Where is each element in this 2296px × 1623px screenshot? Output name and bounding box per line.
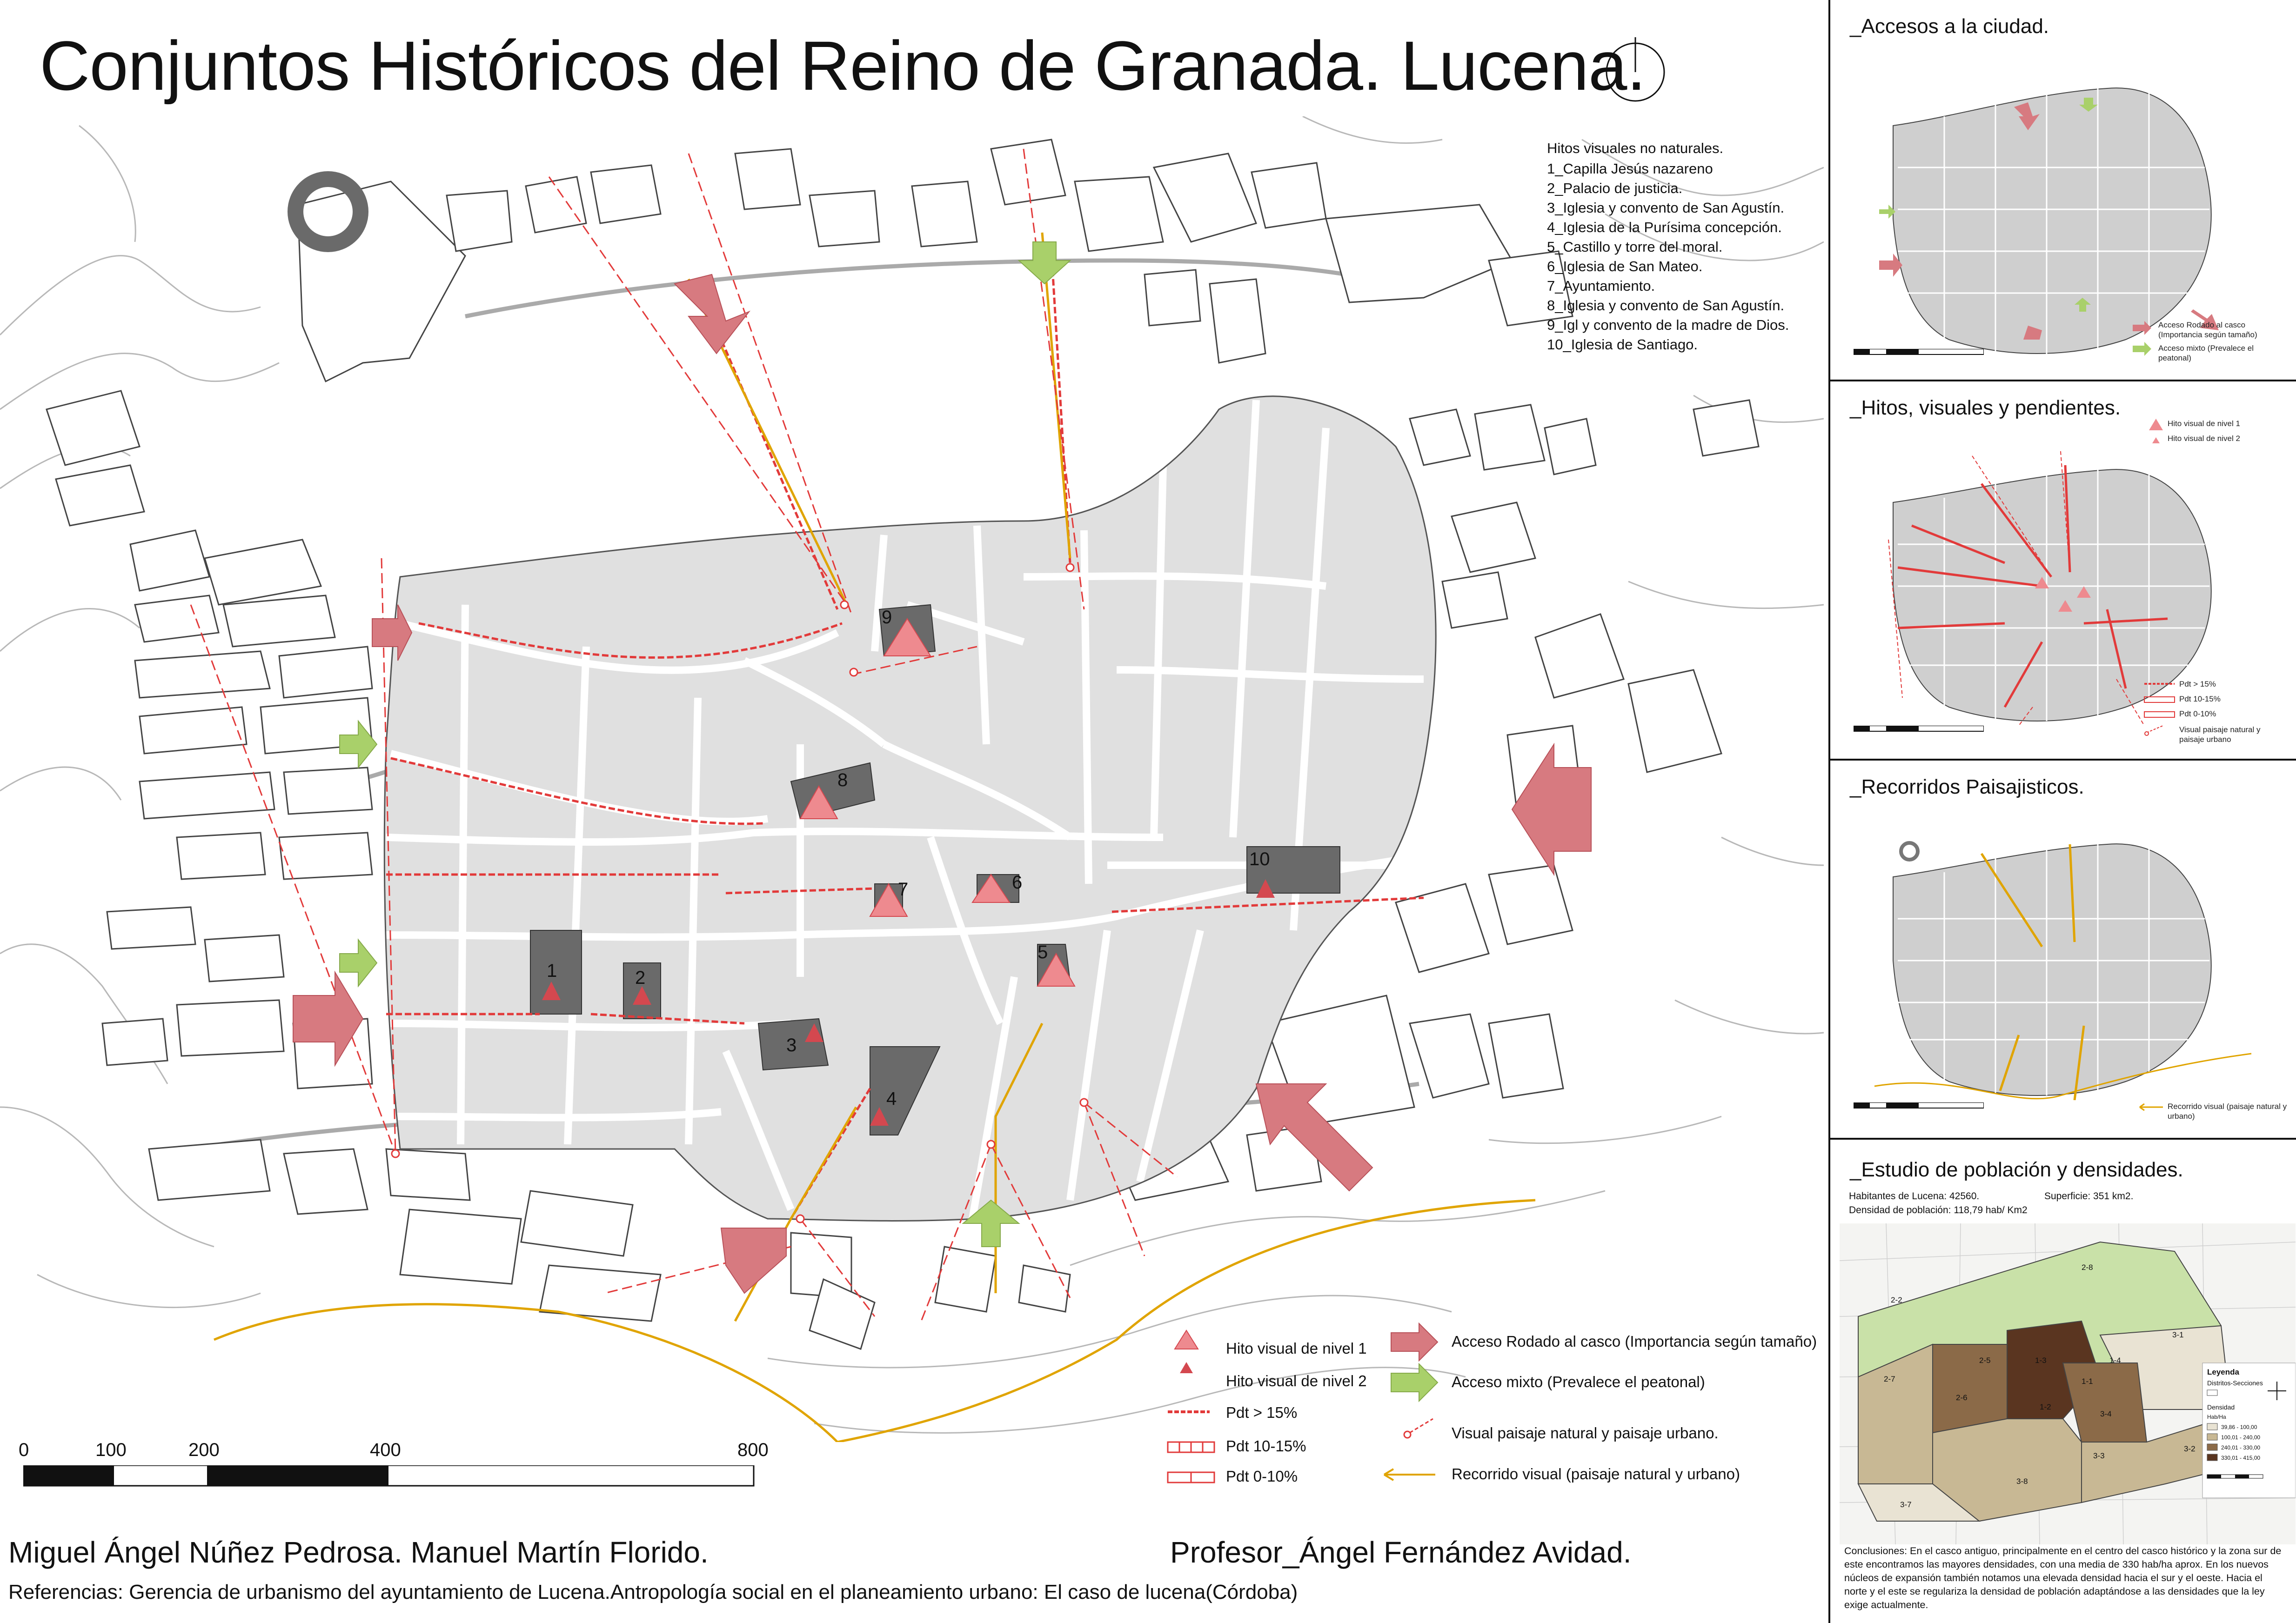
density-legend-sub: Distritos-Secciones — [2207, 1379, 2263, 1387]
district-label: 3-1 — [2172, 1330, 2184, 1339]
stat-densidad: Densidad de población: 118,79 hab/ Km2 — [1849, 1205, 2028, 1216]
panel-hitos-title: _Hitos, visuales y pendientes. — [1850, 396, 2121, 419]
mini-scale-bar — [1854, 349, 1984, 355]
panel-accesos — [1830, 0, 2296, 381]
mini-map-recorridos — [1865, 812, 2256, 1100]
district-label: 2-2 — [1891, 1296, 1902, 1304]
landmark-list — [1547, 139, 1789, 354]
visual-line-icon — [1404, 1419, 1433, 1438]
conclusions-text: Conclusiones: En el casco antiguo, principalmente en el centro del casco histórico y la zona sur de este encontramos las mayores densidades, con una media de 330 hab/ha aprox. En los nuevos núcleos de expansión también notamos una elevada densidad hacia el sur y el oeste. Hacia el norte y el este se regulariza la densidad de población adaptándose a las densidades que la ley exige actualmente. — [1844, 1545, 2282, 1610]
mini-legend-h1: Hito visual de nivel 1 — [2168, 419, 2240, 428]
landmark-list-heading: Hitos visuales no naturales. — [1547, 140, 1724, 156]
panel-recorridos-title: _Recorridos Paisajisticos. — [1850, 775, 2084, 798]
mini-legend-h2: Hito visual de nivel 2 — [2168, 434, 2240, 443]
mini-legend-route-icon — [2137, 1102, 2165, 1112]
mini-legend-rodado: Acceso Rodado al casco (Importancia según tamaño) — [2158, 321, 2257, 339]
scale-bar — [19, 1440, 772, 1496]
legend-recorrido-label: Recorrido visual (paisaje natural y urbano) — [1452, 1465, 1740, 1483]
landmark-number-7: 7 — [898, 879, 909, 900]
landmark-item: 10_Iglesia de Santiago. — [1547, 336, 1698, 353]
mini-legend-pdt-mid: Pdt 10-15% — [2179, 695, 2221, 703]
route-icon — [1384, 1469, 1435, 1480]
district-label: 3-4 — [2100, 1409, 2112, 1418]
panel-recorridos — [1830, 761, 2296, 1140]
landmark-item: 6_Iglesia de San Mateo. — [1547, 258, 1703, 274]
mini-legend-icons — [2130, 321, 2158, 363]
legend-rodado-label: Acceso Rodado al casco (Importancia según tamaño) — [1452, 1333, 1817, 1350]
landmark-number-3: 3 — [786, 1035, 797, 1055]
landmark-item: 3_Iglesia y convento de San Agustín. — [1547, 200, 1785, 216]
scale-label: 100 — [95, 1440, 127, 1460]
scale-label: 200 — [188, 1440, 220, 1460]
density-range: 240,01 - 330,00 — [2221, 1444, 2261, 1451]
density-map — [1840, 1223, 2296, 1544]
legend-pdt-mid-label: Pdt 10-15% — [1226, 1437, 1306, 1455]
density-range: 330,01 - 415,00 — [2221, 1455, 2261, 1461]
mini-legend-pdt-low: Pdt 0-10% — [2179, 709, 2216, 718]
legend-pdt-low-label: Pdt 0-10% — [1226, 1468, 1298, 1485]
legend-pdt-high-label: Pdt > 15% — [1226, 1404, 1298, 1421]
legend-hito2-label: Hito visual de nivel 2 — [1226, 1372, 1367, 1389]
district-label: 1-4 — [2109, 1356, 2121, 1365]
density-legend-units: Hab/Ha — [2207, 1414, 2226, 1420]
scale-label: 400 — [370, 1440, 401, 1460]
district-label: 3-3 — [2093, 1451, 2105, 1460]
authors: Miguel Ángel Núñez Pedrosa. Manuel Martín Florido. — [8, 1536, 709, 1569]
district-label: 3-8 — [2016, 1477, 2028, 1486]
stat-habitantes: Habitantes de Lucena: 42560. — [1849, 1191, 1980, 1202]
mini-legend-visual: Visual paisaje natural y paisaje urbano — [2179, 725, 2261, 744]
landmark-item: 4_Iglesia de la Purísima concepción. — [1547, 219, 1782, 235]
page-title: Conjuntos Históricos del Reino de Granada. Lucena. — [40, 27, 1646, 105]
mini-legend-hito-icons — [2147, 416, 2165, 449]
legend-mixto-label: Acceso mixto (Prevalece el peatonal) — [1452, 1373, 1705, 1390]
landmark-number-6: 6 — [1012, 872, 1023, 893]
landmark-number-1: 1 — [547, 961, 557, 981]
scale-bar-graphic — [23, 1465, 768, 1489]
professor: Profesor_Ángel Fernández Avidad. — [1170, 1536, 1632, 1569]
hito-level1-icon — [1175, 1330, 1198, 1349]
mini-scale-bar — [1854, 726, 1984, 732]
density-range: 100,01 - 240,00 — [2221, 1434, 2261, 1441]
hito-level2-icon — [1180, 1362, 1193, 1373]
panel-hitos — [1830, 381, 2296, 761]
density-legend-title: Leyenda — [2207, 1368, 2239, 1376]
district-label: 2-7 — [1884, 1375, 1895, 1383]
scale-label: 800 — [737, 1440, 769, 1460]
landmark-number-10: 10 — [1249, 849, 1270, 869]
right-panels — [1828, 0, 2296, 1623]
landmark-item: 7_Ayuntamiento. — [1547, 278, 1655, 294]
pdt-mid-icon — [1168, 1442, 1214, 1452]
panel-poblacion-title: _Estudio de población y densidades. — [1850, 1158, 2183, 1181]
district-label: 2-8 — [2082, 1263, 2093, 1272]
landmark-item: 9_Igl y convento de la madre de Dios. — [1547, 317, 1789, 333]
district-label: 1-1 — [2082, 1377, 2093, 1386]
landmark-number-2: 2 — [635, 968, 646, 988]
density-range: 39,86 - 100,00 — [2221, 1424, 2257, 1430]
landmark-number-4: 4 — [886, 1089, 897, 1109]
access-rodado-icon — [2133, 321, 2151, 335]
mini-legend-recorrido: Recorrido visual (paisaje natural y urbano) — [2168, 1102, 2287, 1121]
access-mixto-icon — [1391, 1364, 1438, 1401]
district-label: 2-6 — [1956, 1393, 1968, 1402]
landmark-number-8: 8 — [837, 770, 848, 790]
access-rodado-icon — [1391, 1323, 1438, 1361]
map-legend — [1158, 1321, 1819, 1489]
landmark-number-9: 9 — [882, 607, 892, 628]
density-legend-label: Densidad — [2207, 1403, 2235, 1411]
pdt-low-icon — [1168, 1472, 1214, 1483]
landmark-item: 5_Castillo y torre del moral. — [1547, 239, 1723, 255]
district-label: 1-2 — [2040, 1403, 2051, 1411]
district-label: 3-2 — [2184, 1444, 2196, 1453]
references: Referencias: Gerencia de urbanismo del ayuntamiento de Lucena.Antropología social en el planeamiento urbano: El caso de lucena(Córdoba) — [8, 1581, 1298, 1603]
mini-legend-pdt-high: Pdt > 15% — [2179, 680, 2216, 688]
landmark-item: 1_Capilla Jesús nazareno — [1547, 160, 1713, 177]
north-arrow-icon — [1600, 37, 1670, 107]
district-label: 2-5 — [1979, 1356, 1991, 1365]
landmark-item: 8_Iglesia y convento de San Agustín. — [1547, 297, 1785, 314]
access-mixto-icon — [2133, 342, 2151, 356]
panel-accesos-title: _Accesos a la ciudad. — [1850, 15, 2049, 38]
landmark-item: 2_Palacio de justicia. — [1547, 180, 1683, 196]
mini-scale-bar — [1854, 1102, 1984, 1109]
landmark-number-5: 5 — [1038, 942, 1048, 962]
legend-visual-label: Visual paisaje natural y paisaje urbano. — [1452, 1424, 1719, 1442]
stat-superficie: Superficie: 351 km2. — [2044, 1191, 2134, 1202]
district-label: 1-3 — [2035, 1356, 2047, 1365]
district-label: 3-7 — [1900, 1500, 1912, 1509]
mini-legend-mixto: Acceso mixto (Prevalece el peatonal) — [2158, 344, 2254, 362]
scale-label: 0 — [19, 1440, 29, 1460]
mini-legend-pdt-icons — [2142, 679, 2179, 749]
legend-hito1-label: Hito visual de nivel 1 — [1226, 1340, 1367, 1357]
